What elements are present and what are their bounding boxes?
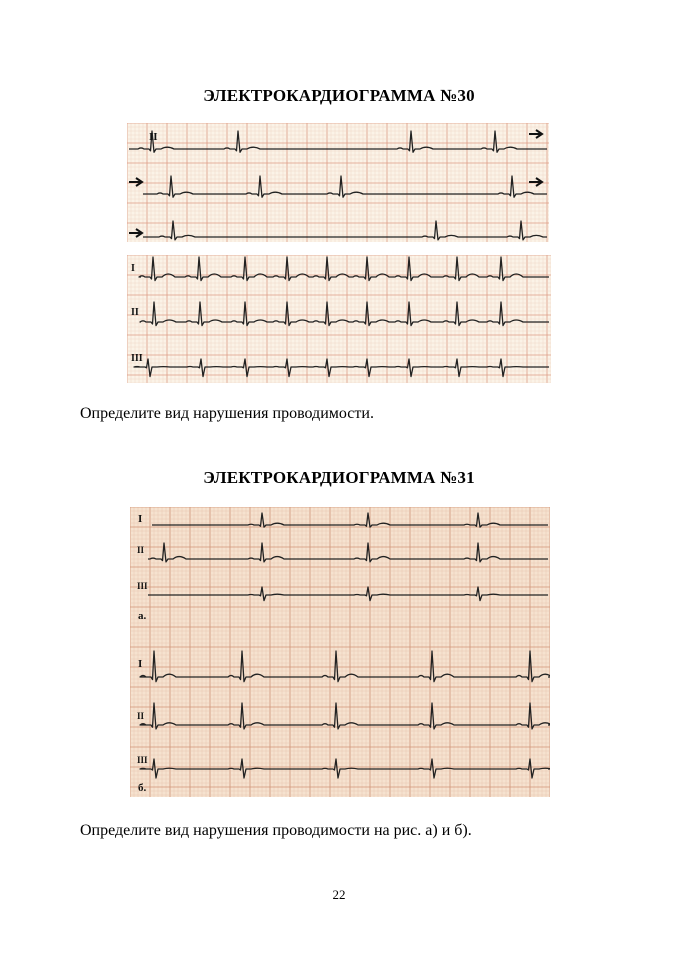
lead-label-iii: III	[137, 581, 148, 591]
ecg30-top-strip	[127, 123, 549, 247]
ecg31-title: ЭЛЕКТРОКАРДИОГРАММА №31	[203, 468, 475, 487]
lead-label-i: I	[131, 263, 135, 274]
ecg31-question: Определите вид нарушения проводимости на рис. а) и б).	[80, 822, 472, 839]
panel-caption-b: б.	[138, 782, 147, 794]
ecg31-panel-a	[130, 507, 550, 627]
ecg30-question: Определите вид нарушения проводимости.	[80, 405, 374, 422]
ecg31-panel-b	[130, 627, 550, 797]
ecg30-bottom-strip	[127, 255, 551, 383]
lead-label-iii: III	[131, 353, 143, 364]
lead-label-ii: II	[137, 711, 145, 721]
panel-caption-a: а.	[138, 610, 147, 622]
lead-label-iii: III	[137, 755, 148, 765]
lead-label-ii: II	[131, 307, 139, 318]
lead-label-i: I	[138, 513, 143, 525]
lead-label-ii: II	[137, 545, 145, 555]
page-number: 22	[332, 887, 346, 902]
ecg30-title: ЭЛЕКТРОКАРДИОГРАММА №30	[203, 86, 475, 105]
lead-label-ii: II	[149, 131, 158, 143]
lead-label-i: I	[138, 658, 143, 670]
